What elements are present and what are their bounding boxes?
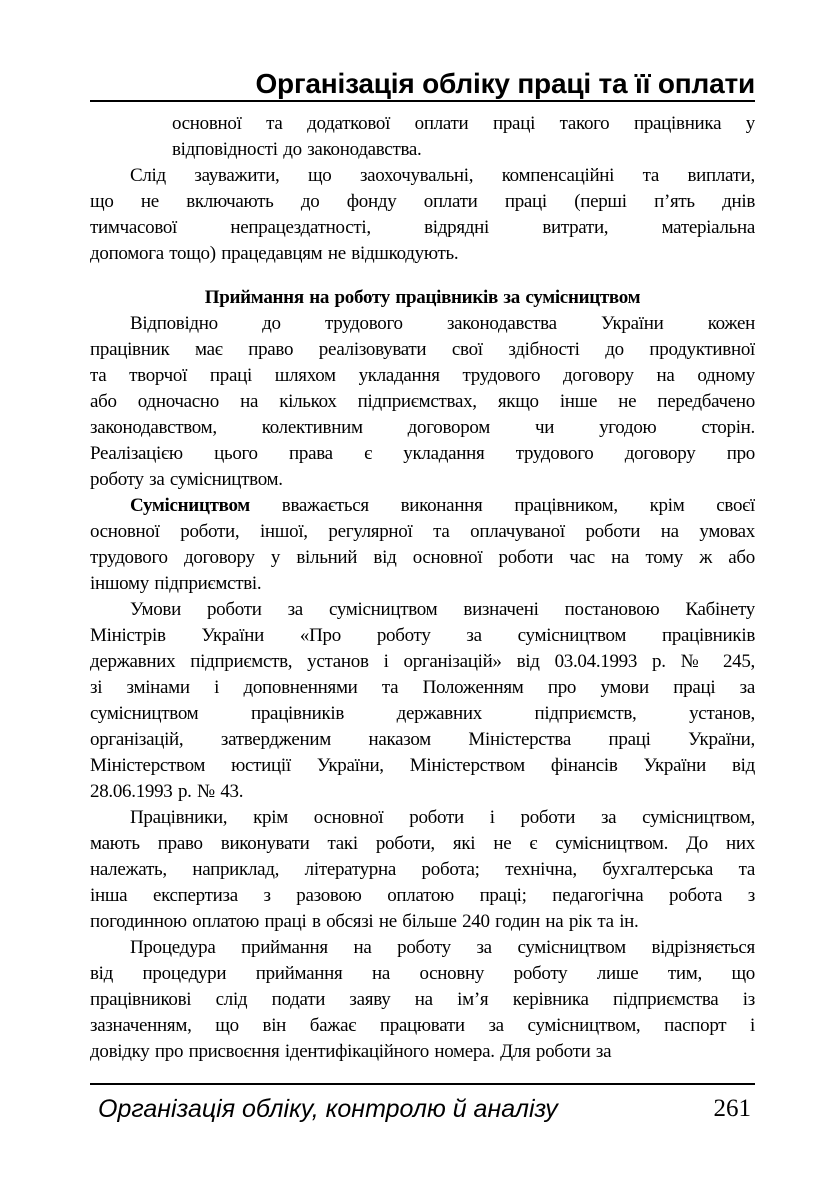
body-paragraph [90,805,755,935]
body-line: Міністерством юстиції України, Міністерством фінансів України від [90,755,755,776]
body-line: погодинною оплатою праці в обсязі не більше 240 годин на рік та ін. [90,911,639,932]
body-line: Процедура приймання на роботу за сумісництвом відрізняється [130,937,755,958]
header-running-title: Організація обліку праці та її оплати [255,68,755,99]
body-paragraph [90,935,755,1065]
section-heading-line: Приймання на роботу працівників за сумісництвом [204,287,641,308]
footer-rule [90,1083,755,1085]
body-line: основної роботи, іншої, регулярної та оплачуваної роботи на умовах [90,521,755,542]
body-line: належать, наприклад, літературна робота; технічна, бухгалтерська та [90,859,755,880]
page-body [90,102,755,1065]
body-line: 28.06.1993 р. № 43. [90,781,244,802]
body-line: трудового договору у вільний від основної роботи час на тому ж або [90,547,755,568]
body-paragraph [90,111,755,163]
body-paragraph [90,163,755,267]
body-line: мають право виконувати такі роботи, які не є сумісництвом. До них [90,833,755,854]
body-line: Міністрів України «Про роботу за сумісництвом працівників [90,625,755,646]
body-line: від процедури приймання на основну роботу лише тим, що [90,963,755,984]
body-line: та творчої праці шляхом укладання трудового договору на одному [90,365,755,386]
body-line: допомога тощо) працедавцям не відшкодують. [90,243,459,264]
footer-running-title: Організація обліку, контролю й аналізу [98,1095,558,1123]
body-line: що не включають до фонду оплати праці (перші п’ять днів [90,191,755,212]
body-line: Слід зауважити, що заохочувальні, компенсаційні та виплати, [130,165,755,186]
body-line: працівник має право реалізовувати свої здібності до продуктивної [90,339,755,360]
body-line: роботу за сумісництвом. [90,469,283,490]
section-heading [90,285,755,311]
body-paragraph [90,311,755,493]
body-line: державних підприємств, установ і організацій» від 03.04.1993 р. № 245, [90,651,755,672]
body-line: Сумісництвом вважається виконання працівником, крім своєї [130,495,755,516]
page-number: 261 [713,1095,751,1122]
body-line: довідку про присвоєння ідентифікаційного номера. Для роботи за [90,1041,612,1062]
body-line: Відповідно до трудового законодавства України кожен [130,313,755,334]
body-paragraph [90,597,755,805]
body-line: законодавством, колективним договором чи угодою сторін. [90,417,755,438]
body-line: відповідності до законодавства. [172,139,422,160]
body-line: працівникові слід подати заяву на ім’я керівника підприємства із [90,989,755,1010]
body-line: сумісництвом працівників державних підприємств, установ, [90,703,755,724]
body-line: організацій, затвердженим наказом Міністерства праці України, [90,729,755,750]
body-line: Реалізацією цього права є укладання трудового договору про [90,443,755,464]
body-line: Умови роботи за сумісництвом визначені постановою Кабінету [130,599,755,620]
body-line: або одночасно на кількох підприємствах, якщо інше не передбачено [90,391,755,412]
body-line: іншому підприємстві. [90,573,262,594]
body-line: тимчасової непрацездатності, відрядні витрати, матеріальна [90,217,755,238]
body-line: зі змінами і доповненнями та Положенням про умови праці за [90,677,755,698]
body-line: основної та додаткової оплати праці такого працівника у [172,113,755,134]
body-line: Працівники, крім основної роботи і роботи за сумісництвом, [130,807,755,828]
body-paragraph [90,493,755,597]
body-line: зазначенням, що він бажає працювати за сумісництвом, паспорт і [90,1015,755,1036]
body-line: інша експертиза з разовою оплатою праці; педагогічна робота з [90,885,755,906]
